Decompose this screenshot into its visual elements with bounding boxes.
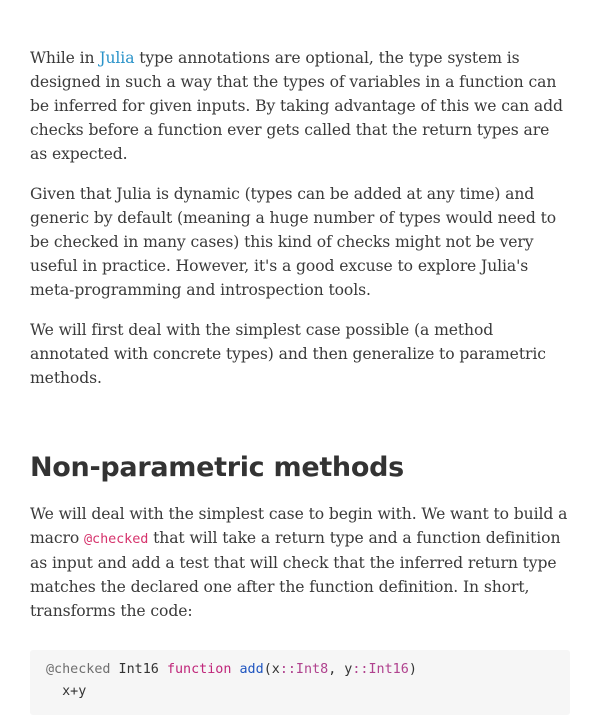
code-line-1: @checked Int16 function add(x::Int8, y::Int16)	[46, 662, 417, 677]
paragraph-intro: While in Julia type annotations are optional, the type system is designed in such a way that the types of variables in a function can be inferred for given inputs. By taking advantage of this we can add checks before a function ever gets called that the return types are as expected.	[30, 49, 563, 163]
paragraph-plan: We will first deal with the simplest case possible (a method annotated with concrete types) and then generalize to parametric methods.	[30, 321, 546, 387]
paragraph-macro: We will deal with the simplest case to begin with. We want to build a macro @checked that will take a return type and a function definition as input and add a test that will check that the inferred return type matches the declared one after the function definition. In short, transforms the code:	[30, 505, 568, 620]
paragraph-dynamic: Given that Julia is dynamic (types can be added at any time) and generic by default (meaning a huge number of types would need to be checked in many cases) this kind of checks might not be very useful in practice. However, it's a good excuse to explore Julia's meta-programming and introspection tools.	[30, 185, 557, 299]
section-heading: Non-parametric methods	[30, 452, 404, 483]
code-block	[30, 650, 570, 715]
code-line-2: x+y	[46, 684, 87, 699]
inline-code-checked: @checked	[84, 531, 149, 547]
julia-link[interactable]: Julia	[99, 49, 135, 67]
